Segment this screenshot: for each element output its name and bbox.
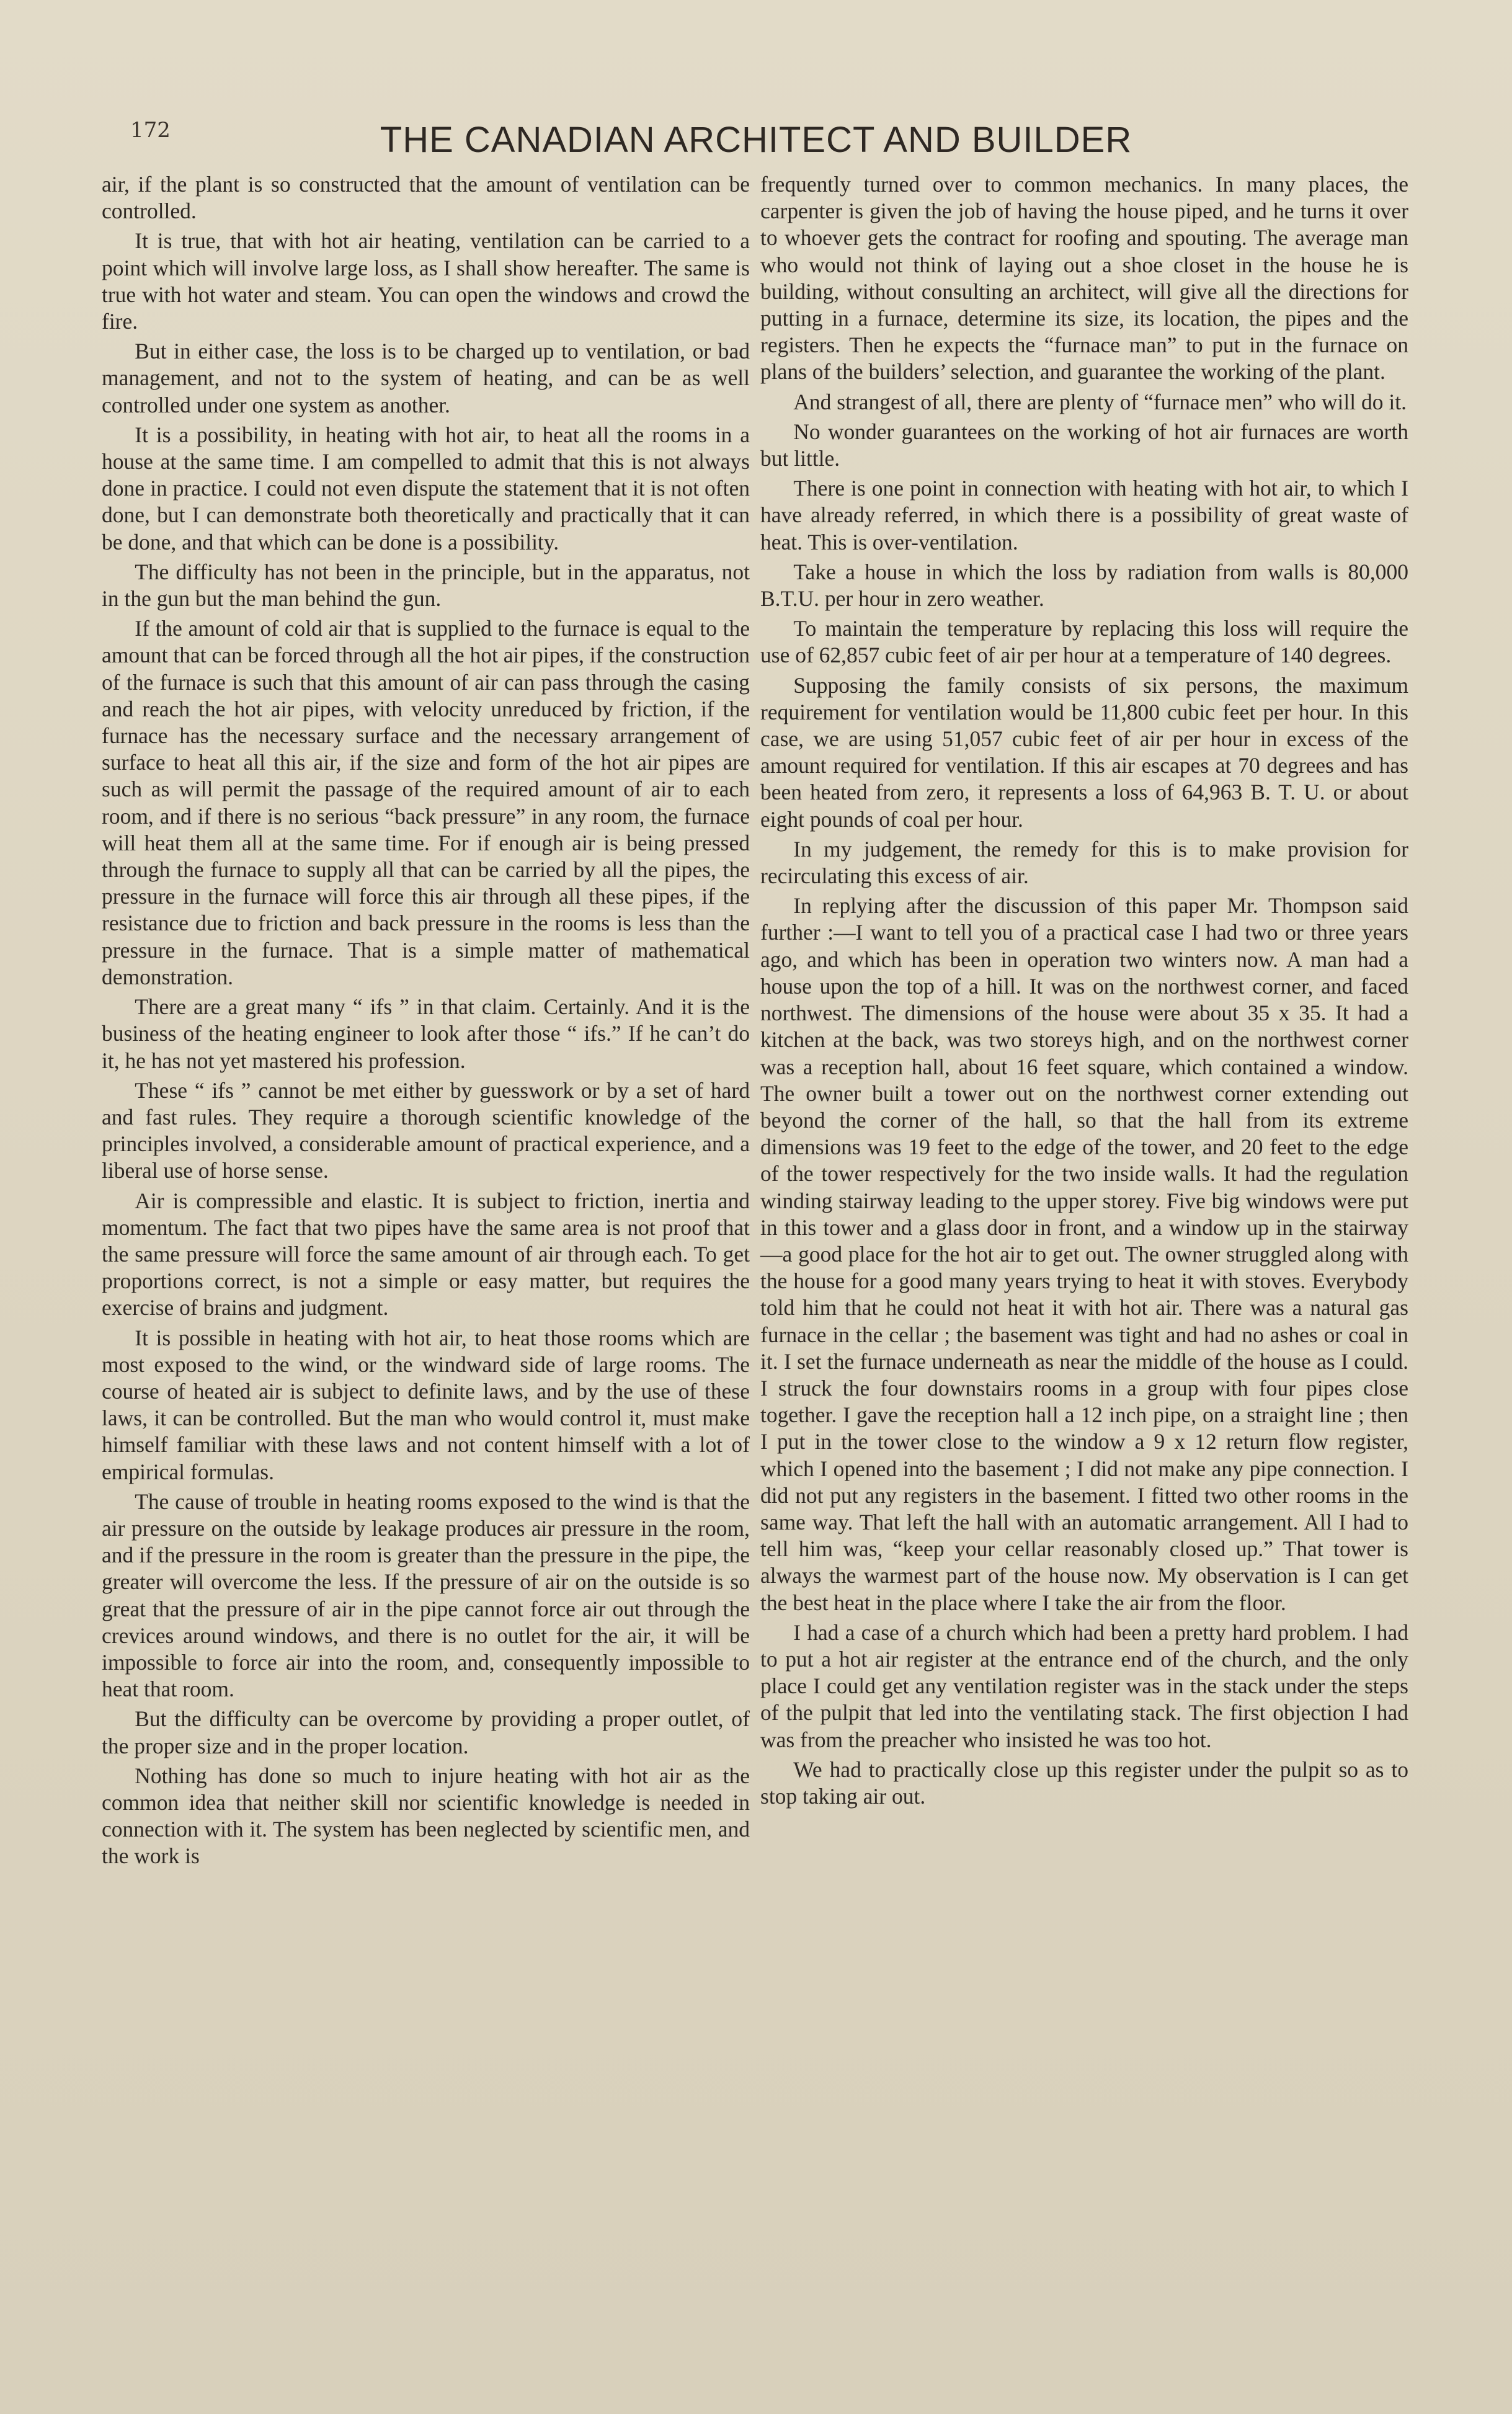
- paragraph: Nothing has done so much to injure heating with hot air as the common idea that neither skill nor scientific knowledge is needed in connection with it. The system has been neglected by scientific men, and the work is: [102, 1763, 750, 1869]
- paragraph: The difficulty has not been in the principle, but in the apparatus, not in the gun but the man behind the gun.: [102, 559, 750, 612]
- paragraph: I had a case of a church which had been a pretty hard problem. I had to put a hot air register at the entrance end of the church, and the only place I could get any ventilation register was in the stack under the steps of the pulpit that led into the ventilating stack. The first objection I had was from the preacher who insisted he was too hot.: [760, 1619, 1408, 1752]
- paragraph: The cause of trouble in heating rooms exposed to the wind is that the air pressure on the outside by leakage produces air pressure in the room, and if the pressure in the room is greater than the pressure in the pipe, the greater will overcome the less. If the pressure of air on the outside is so great that the pressure of air in the pipe cannot force air out through the crevices around windows, and there is no outlet for the air, it will be impossible to force air into the room, and, consequently impossible to heat that room.: [102, 1489, 750, 1702]
- paragraph: It is a possibility, in heating with hot air, to heat all the rooms in a house at the same time. I am compelled to admit that this is not always done in practice. I could not even dispute the statement that it is not often done, but I can demonstrate both theoretically and practically that it can be done, and that which can be done is a possibility.: [102, 422, 750, 555]
- paragraph: Take a house in which the loss by radiation from walls is 80,000 B.T.U. per hour in zero weather.: [760, 559, 1408, 612]
- paragraph: There is one point in connection with heating with hot air, to which I have already referred, in which there is a possibility of great waste of heat. This is over-ventilation.: [760, 476, 1408, 555]
- right-column: [760, 171, 1408, 1813]
- paragraph: In my judgement, the remedy for this is to make provision for recirculating this excess of air.: [760, 836, 1408, 889]
- paragraph: Air is compressible and elastic. It is subject to friction, inertia and momentum. The fact that two pipes have the same area is not proof that the same pressure will force the same amount of air through each. To get proportions correct, is not a simple or easy matter, but requires the exercise of brains and judgment.: [102, 1188, 750, 1321]
- paragraph: And strangest of all, there are plenty of “furnace men” who will do it.: [793, 389, 1407, 414]
- page-number: 172: [130, 118, 171, 143]
- paragraph: No wonder guarantees on the working of hot air furnaces are worth but little.: [760, 419, 1408, 471]
- running-title: THE CANADIAN ARCHITECT AND BUILDER: [380, 120, 1132, 160]
- paragraph: These “ ifs ” cannot be met either by guesswork or by a set of hard and fast rules. They require a thorough scientific knowledge of the principles involved, a considerable amount of practical experience, and a liberal use of horse sense.: [102, 1077, 750, 1183]
- left-column: [102, 171, 750, 1873]
- paragraph: There are a great many “ ifs ” in that claim. Certainly. And it is the business of the heating engineer to look after those “ ifs.” If he can’t do it, he has not yet mastered his profession.: [102, 994, 750, 1073]
- paragraph: But the difficulty can be overcome by providing a proper outlet, of the proper size and in the proper location.: [102, 1706, 750, 1758]
- paragraph: To maintain the temperature by replacing this loss will require the use of 62,857 cubic feet of air per hour at a temperature of 140 degrees.: [760, 616, 1408, 668]
- paragraph: It is true, that with hot air heating, ventilation can be carried to a point which will involve large loss, as I shall show hereafter. The same is true with hot water and steam. You can open the windows and crowd the fire.: [102, 228, 750, 334]
- paragraph: Supposing the family consists of six persons, the maximum requirement for ventilation would be 11,800 cubic feet per hour. In this case, we are using 51,057 cubic feet of air per hour in excess of the amount required for ventilation. If this air escapes at 70 degrees and has been heated from zero, it represents a loss of 64,963 B. T. U. or about eight pounds of coal per hour.: [760, 672, 1408, 832]
- paragraph: If the amount of cold air that is supplied to the furnace is equal to the amount that can be forced through all the hot air pipes, if the construction of the furnace is such that this amount of air can pass through the casing and reach the hot air pipes, with velocity unreduced by friction, if the furnace has the necessary surface and the necessary arrangement of surface to heat all this air, if the size and form of the hot air pipes are such as will permit the passage of the required amount of air to each room, and if there is no serious “back pressure” in any room, the furnace will heat them all at the same time. For if enough air is being pressed through the furnace to supply all that can be carried by all the pipes, the pressure in the furnace will force this air through all these pipes, if the resistance due to friction and back pressure in the rooms is less than the pressure in the furnace. That is a simple matter of mathematical demonstration.: [102, 616, 750, 989]
- paragraph: But in either case, the loss is to be charged up to ventilation, or bad management, and not to the system of heating, and can be as well controlled under one system as another.: [102, 339, 750, 417]
- paragraph: air, if the plant is so constructed that the amount of ventilation can be controlled.: [102, 172, 750, 224]
- paragraph: We had to practically close up this register under the pulpit so as to stop taking air out.: [760, 1757, 1408, 1809]
- paragraph: In replying after the discussion of this paper Mr. Thompson said further :—I want to tell you of a practical case I had two or three years ago, and which has been in operation two winters now. A man had a house upon the top of a hill. It was on the northwest corner, and faced northwest. The dimensions of the house were about 35 x 35. It had a kitchen at the back, was two storeys high, and on the northwest corner was a reception hall, about 16 feet square, which contained a window. The owner built a tower out on the northwest corner extending out beyond the corner of the hall, so that the hall from its extreme dimensions was 19 feet to the edge of the tower, and 20 feet to the edge of the tower respectively for the two inside walls. It had the regulation winding stairway leading to the upper storey. Five big windows were put in this tower and a glass door in front, and a window up in the stairway—a good place for the hot air to get out. The owner struggled along with the house for a good many years trying to heat it with stoves. Everybody told him that he could not heat it with hot air. There was a natural gas furnace in the cellar ; the basement was tight and had no ashes or coal in it. I set the furnace underneath as near the middle of the house as I could. I struck the four downstairs rooms in a group with four pipes close together. I gave the reception hall a 12 inch pipe, on a straight line ; then I put in the tower close to the window a 9 x 12 return flow register, which I opened into the basement ; I did not make any pipe connection. I did not put any registers in the basement. I fitted two other rooms in the same way. That left the hall with an automatic arrangement. All I had to tell him was, “keep your cellar reasonably closed up.” That tower is always the warmest part of the house now. My observation is I can get the best heat in the place where I take the air from the floor.: [760, 893, 1408, 1615]
- paragraph: frequently turned over to common mechanics. In many places, the carpenter is given the job of having the house piped, and he turns it over to whoever gets the contract for roofing and spouting. The average man who would not think of laying out a shoe closet in the house he is building, without consulting an architect, will give all the directions for putting in a furnace, determine its size, its location, the pipes and the registers. Then he expects the “furnace man” to put in the furnace on plans of the builders’ selection, and guarantee the working of the plant.: [760, 172, 1408, 385]
- paragraph: It is possible in heating with hot air, to heat those rooms which are most exposed to the wind, or the windward side of large rooms. The course of heated air is subject to definite laws, and by the use of these laws, it can be controlled. But the man who would control it, must make himself familiar with these laws and not content himself with a lot of empirical formulas.: [102, 1325, 750, 1484]
